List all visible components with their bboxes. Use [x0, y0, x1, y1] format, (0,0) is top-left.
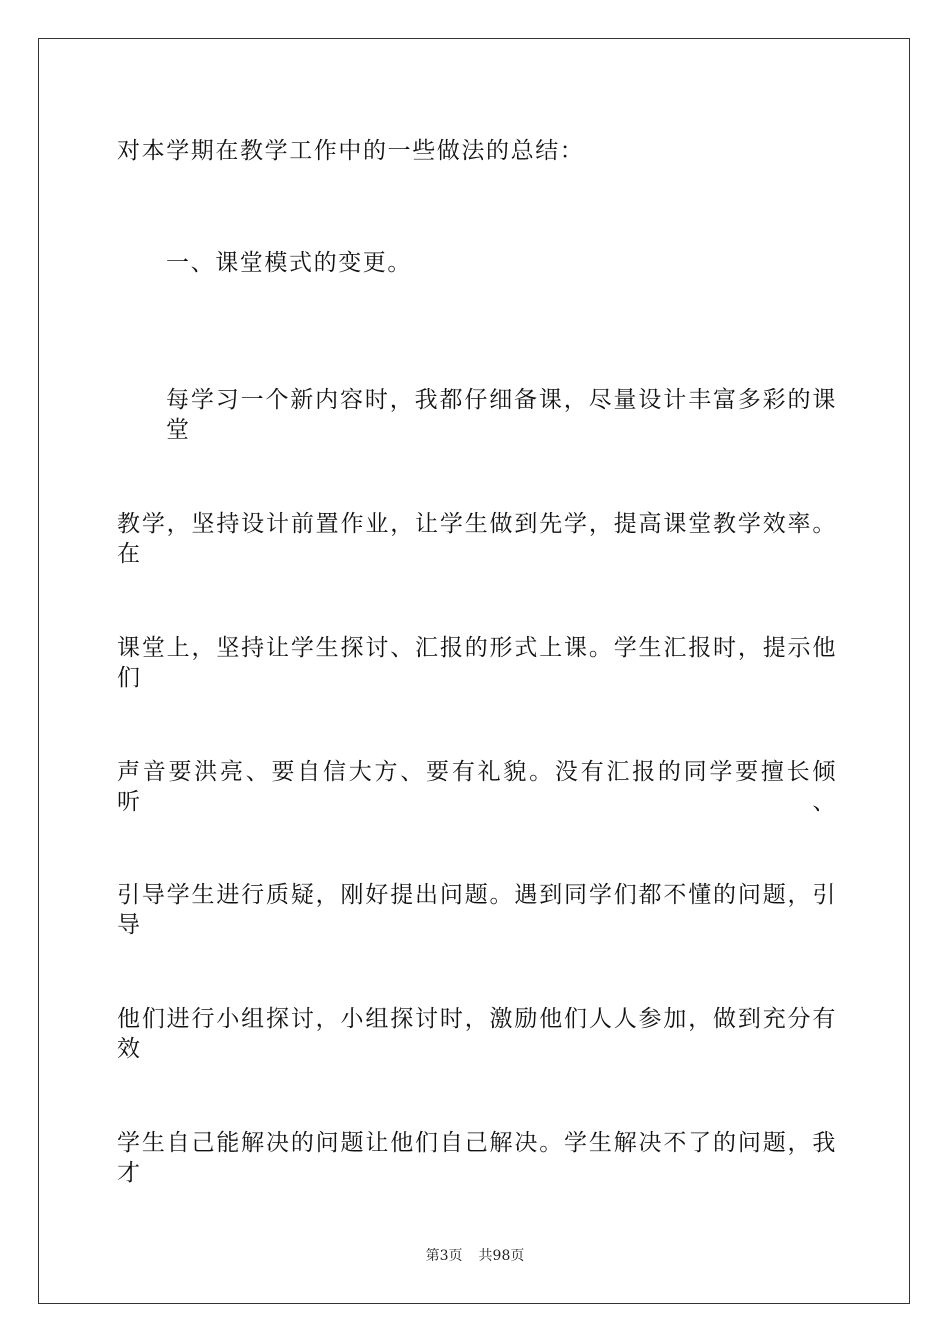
paragraph-line: 每学习一个新内容时，我都仔细备课，尽量设计丰富多彩的课堂: [166, 387, 837, 443]
paragraph-line: 他们进行小组探讨，小组探讨时，激励他们人人参加，做到充分有效: [117, 1006, 837, 1062]
paragraph-line: 引导学生进行质疑，刚好提出问题。遇到同学们都不懂的问题，引导: [117, 882, 837, 938]
paragraph-line: 对本学期在教学工作中的一些做法的总结：: [117, 138, 585, 164]
total-pages: 共98页: [478, 1248, 525, 1264]
paragraph-line: 课堂上，坚持让学生探讨、汇报的形式上课。学生汇报时，提示他们: [117, 635, 837, 691]
paragraph-line: 声音要洪亮、要自信大方、要有礼貌。没有汇报的同学要擅长倾听、: [117, 759, 837, 815]
page-footer: [0, 1247, 950, 1265]
paragraph-line: 学生自己能解决的问题让他们自己解决。学生解决不了的问题，我才: [117, 1130, 837, 1186]
page-number: 第3页: [425, 1248, 463, 1264]
paragraph-line: 教学，坚持设计前置作业，让学生做到先学，提高课堂教学效率。在: [117, 511, 837, 567]
section-heading: 一、课堂模式的变更。: [166, 250, 412, 276]
